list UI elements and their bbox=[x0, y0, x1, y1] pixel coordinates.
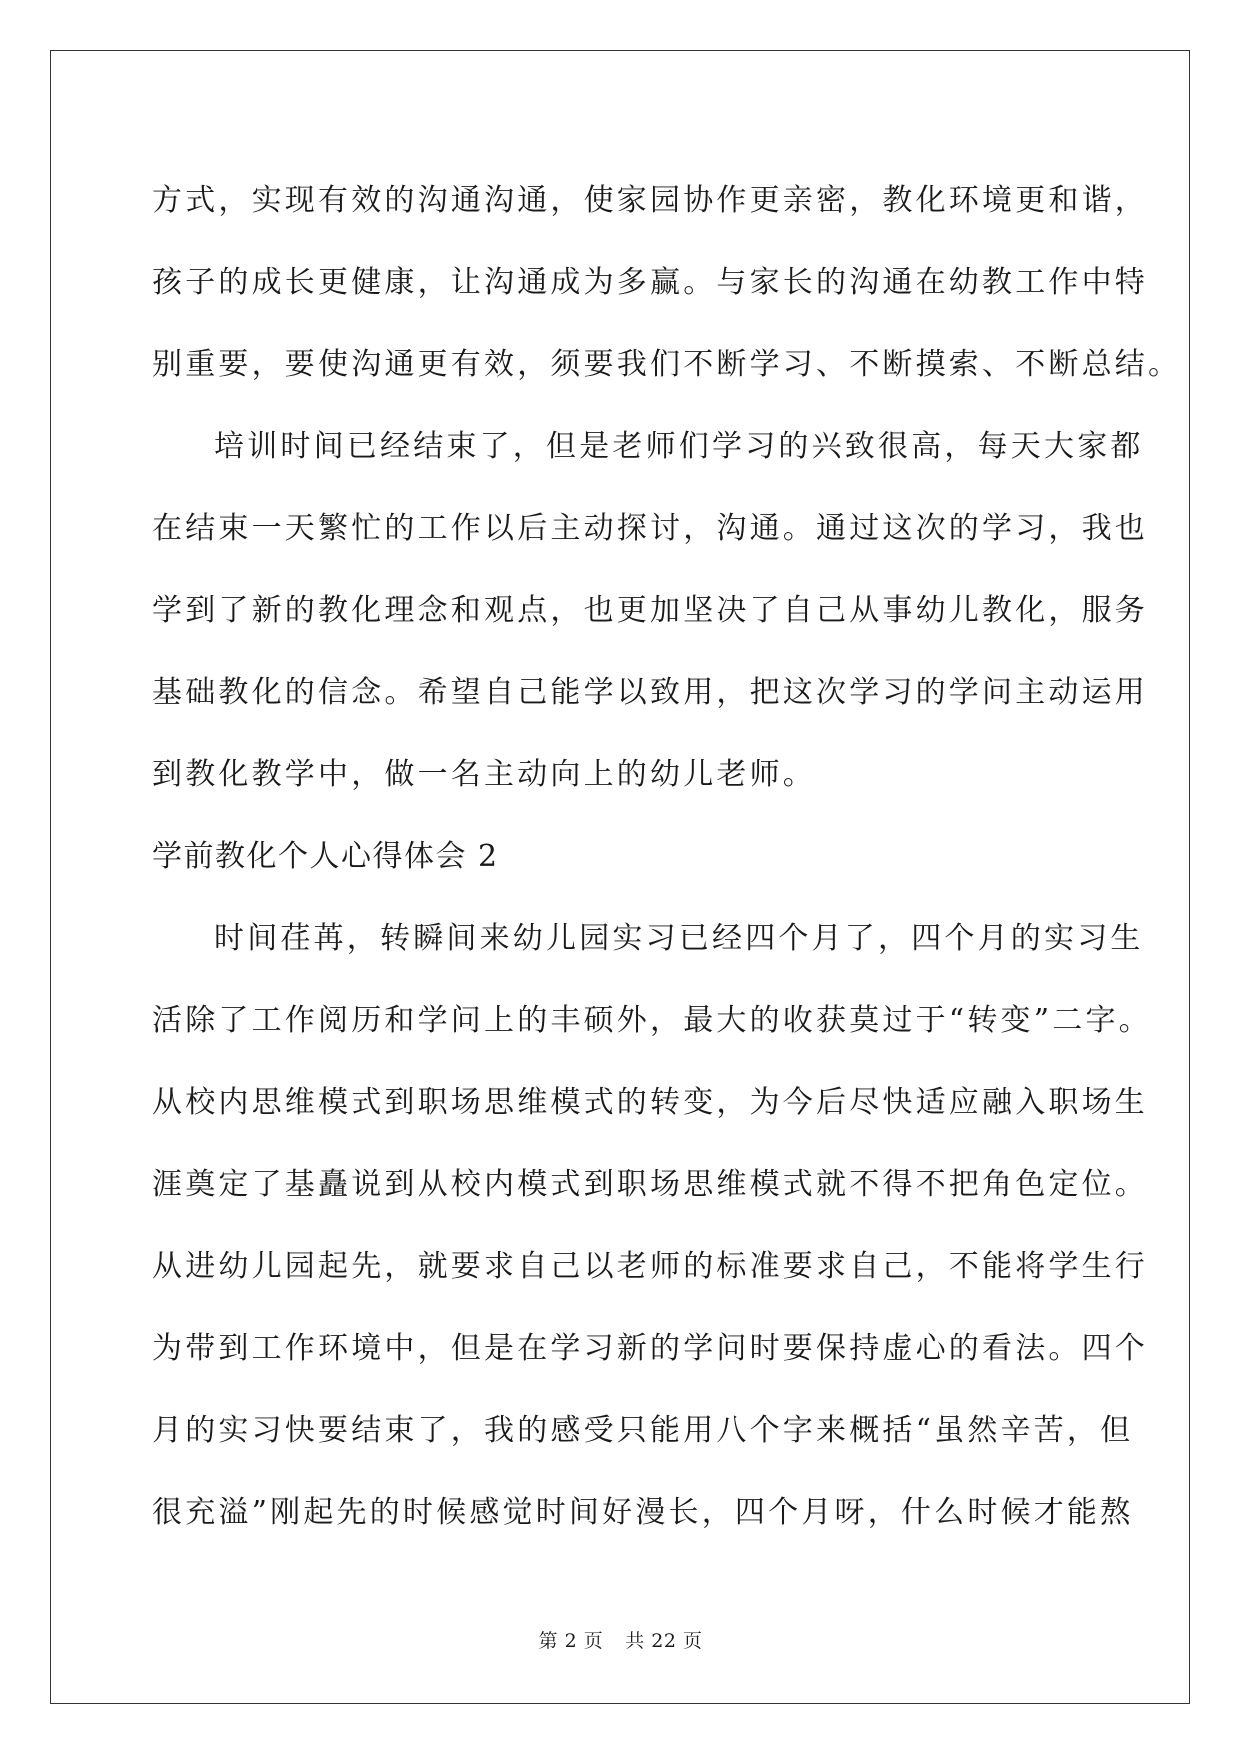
text-line-10: 时间荏苒，转瞬间来幼儿园实习已经四个月了，四个月的实习生 bbox=[214, 921, 1144, 956]
text-line-8: 到教化教学中，做一名主动向上的幼儿老师。 bbox=[152, 757, 816, 792]
text-line-11: 活除了工作阅历和学问上的丰硕外，最大的收获莫过于“转变”二字。 bbox=[152, 1003, 1152, 1038]
text-line-7: 基础教化的信念。希望自己能学以致用，把这次学习的学问主动运用 bbox=[152, 675, 1148, 710]
page-footer bbox=[0, 1626, 1241, 1653]
text-line-13: 涯奠定了基矗说到从校内模式到职场思维模式就不得不把角色定位。 bbox=[152, 1167, 1148, 1202]
text-line-3: 别重要，要使沟通更有效，须要我们不断学习、不断摸索、不断总结。 bbox=[152, 347, 1182, 382]
text-line-17: 很充溢”刚起先的时候感觉时间好漫长，四个月呀，什么时候才能熬 bbox=[152, 1495, 1134, 1530]
text-line-1: 方式，实现有效的沟通沟通，使家园协作更亲密，教化环境更和谐， bbox=[152, 183, 1148, 218]
text-line-4: 培训时间已经结束了，但是老师们学习的兴致很高，每天大家都 bbox=[214, 429, 1144, 464]
section-heading: 学前教化个人心得体会 2 bbox=[152, 839, 499, 874]
text-line-5: 在结束一天繁忙的工作以后主动探讨，沟通。通过这次的学习，我也 bbox=[152, 511, 1148, 546]
text-line-6: 学到了新的教化理念和观点，也更加坚决了自己从事幼儿教化，服务 bbox=[152, 593, 1148, 628]
text-line-14: 从进幼儿园起先，就要求自己以老师的标准要求自己，不能将学生行 bbox=[152, 1249, 1148, 1284]
text-line-2: 孩子的成长更健康，让沟通成为多赢。与家长的沟通在幼教工作中特 bbox=[152, 265, 1148, 300]
document-body bbox=[152, 160, 1182, 1554]
page-number: 第 2 页 bbox=[538, 1630, 604, 1652]
text-line-12: 从校内思维模式到职场思维模式的转变，为今后尽快适应融入职场生 bbox=[152, 1085, 1148, 1120]
text-line-15: 为带到工作环境中，但是在学习新的学问时要保持虚心的看法。四个 bbox=[152, 1331, 1148, 1366]
page-total: 共 22 页 bbox=[625, 1630, 703, 1652]
text-line-16: 月的实习快要结束了，我的感受只能用八个字来概括“虽然辛苦，但 bbox=[152, 1413, 1134, 1448]
